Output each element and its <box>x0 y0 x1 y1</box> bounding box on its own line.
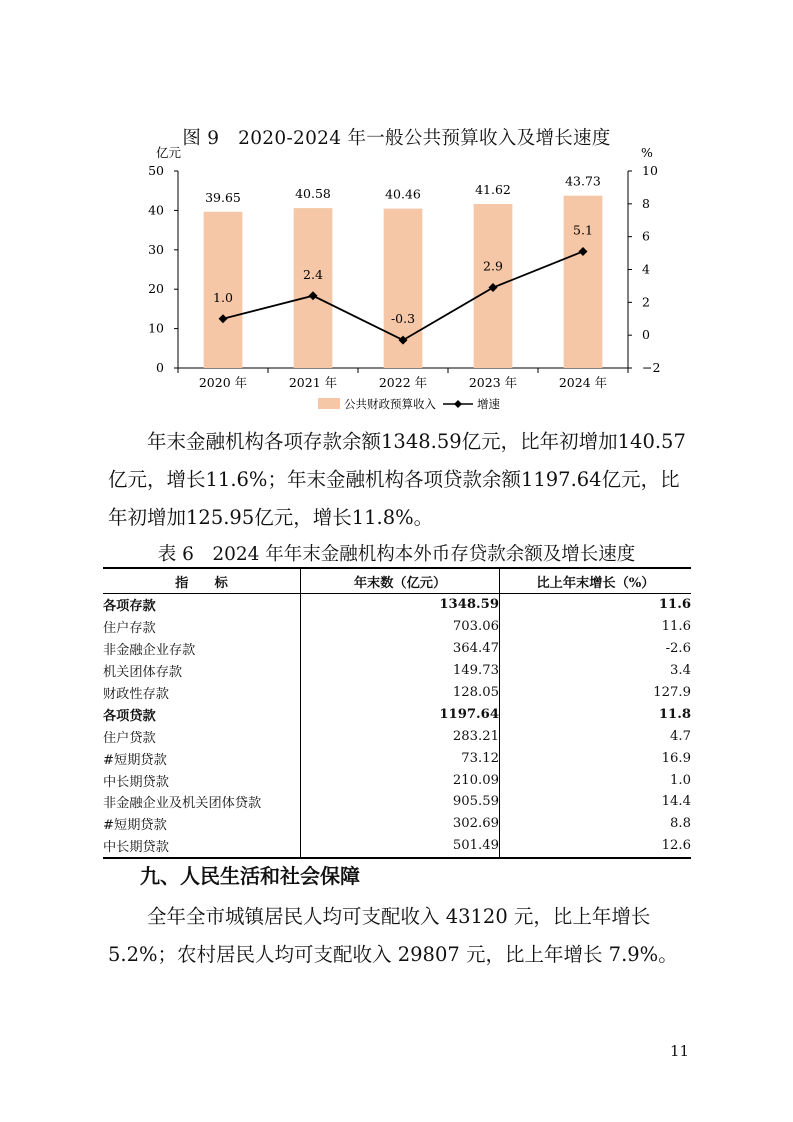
row-growth: 4.7 <box>500 725 692 747</box>
paragraph-income <box>108 898 690 974</box>
table-row <box>103 791 691 813</box>
table-title: 表 6 2024 年年末金融机构本外币存贷款余额及增长速度 <box>157 544 636 565</box>
paragraph-line: 亿元，增长11.6%；年末金融机构各项贷款余额1197.64亿元，比 <box>108 468 680 491</box>
row-value: 149.73 <box>301 660 500 682</box>
row-value: 128.05 <box>301 682 500 704</box>
row-growth: 3.4 <box>500 660 692 682</box>
growth-point-label: 2.4 <box>303 266 323 282</box>
table-row <box>103 638 691 660</box>
row-name: 住户贷款 <box>103 730 156 746</box>
right-axis-tick-label: 8 <box>642 195 650 211</box>
revenue-bar-label: 39.65 <box>205 189 241 205</box>
header-year-end: 年末数（亿元） <box>301 568 500 594</box>
x-axis-tick-label: 2021 年 <box>288 375 338 390</box>
deposit-loan-table <box>103 567 691 859</box>
paragraph-line: 年初增加125.95亿元，增长11.8%。 <box>108 506 434 529</box>
left-axis-tick-label: 30 <box>148 241 164 257</box>
x-axis-tick-label: 2023 年 <box>468 375 518 390</box>
growth-point-label: 5.1 <box>573 222 593 238</box>
left-axis-tick-label: 0 <box>156 360 164 375</box>
paragraph-line: 年末金融机构各项存款余额1348.59亿元，比年初增加140.57 <box>147 430 686 453</box>
paragraph-line: 5.2%；农村居民人均可支配收入 29807 元，比上年增长 7.9%。 <box>108 943 678 966</box>
row-growth: 1.0 <box>500 769 692 791</box>
x-axis-tick-label: 2022 年 <box>378 375 428 390</box>
row-name: 非金融企业存款 <box>103 643 196 659</box>
growth-point-label: -0.3 <box>390 311 416 327</box>
row-name: 各项存款 <box>103 599 156 615</box>
left-axis-tick-label: 20 <box>148 281 164 297</box>
legend-line-label: 增速 <box>477 397 500 411</box>
x-axis-tick-label: 2020 年 <box>198 375 248 390</box>
left-axis-unit: 亿元 <box>156 145 182 160</box>
x-axis-tick-label: 2024 年 <box>558 375 608 390</box>
revenue-chart <box>0 0 793 420</box>
right-axis-tick-label: 6 <box>642 228 650 244</box>
row-name: 中长期贷款 <box>103 774 169 790</box>
row-name: 机关团体存款 <box>103 665 183 681</box>
growth-point-label: 1.0 <box>213 289 233 305</box>
right-axis-tick-label: 2 <box>642 294 650 310</box>
right-axis-tick-label: 10 <box>642 163 658 178</box>
table-row <box>103 747 691 769</box>
row-value: 1197.64 <box>301 703 500 725</box>
row-growth: 11.6 <box>500 616 692 638</box>
row-name: 中长期贷款 <box>103 840 169 856</box>
legend-bar-swatch <box>318 398 340 409</box>
row-value: 302.69 <box>301 813 500 835</box>
row-growth: 8.8 <box>500 813 692 835</box>
header-indicator: 指 标 <box>103 568 301 594</box>
revenue-bar-label: 43.73 <box>565 173 601 189</box>
table-row <box>103 813 691 835</box>
row-growth: 11.6 <box>500 594 692 616</box>
revenue-bar-label: 40.46 <box>385 186 421 202</box>
row-value: 703.06 <box>301 616 500 638</box>
row-value: 364.47 <box>301 638 500 660</box>
row-value: 210.09 <box>301 769 500 791</box>
page-number: 11 <box>670 1042 690 1060</box>
revenue-bar <box>294 208 333 368</box>
table-row <box>103 594 691 616</box>
row-name: #短期贷款 <box>103 818 167 834</box>
legend-line-marker <box>454 400 462 408</box>
row-name: #短期贷款 <box>103 752 167 768</box>
right-axis-unit: % <box>641 145 653 160</box>
paragraph-deposits-loans <box>108 423 690 537</box>
row-name: 各项贷款 <box>103 708 156 724</box>
left-axis-tick-label: 10 <box>148 320 164 336</box>
table-row <box>103 682 691 704</box>
left-axis-tick-label: 40 <box>148 202 164 218</box>
right-axis-tick-label: 4 <box>642 261 650 277</box>
table-row <box>103 725 691 747</box>
section-heading: 九、人民生活和社会保障 <box>140 864 360 888</box>
right-axis-tick-label: −2 <box>642 360 661 375</box>
row-growth: 11.8 <box>500 703 692 725</box>
table-row <box>103 660 691 682</box>
growth-point-label: 2.9 <box>483 258 503 274</box>
row-value: 501.49 <box>301 835 500 858</box>
row-growth: 127.9 <box>500 682 692 704</box>
left-axis-tick-label: 50 <box>148 163 164 178</box>
revenue-bar-label: 40.58 <box>295 186 331 202</box>
table-header-row <box>103 568 691 594</box>
row-name: 住户存款 <box>103 621 156 637</box>
right-axis-tick-label: 0 <box>642 327 650 343</box>
paragraph-line: 全年全市城镇居民人均可支配收入 43120 元，比上年增长 <box>147 905 651 928</box>
row-value: 73.12 <box>301 747 500 769</box>
row-value: 283.21 <box>301 725 500 747</box>
row-growth: 16.9 <box>500 747 692 769</box>
legend-bar-label: 公共财政预算收入 <box>344 397 436 411</box>
revenue-bar-label: 41.62 <box>475 182 511 198</box>
row-value: 905.59 <box>301 791 500 813</box>
row-name: 非金融企业及机关团体贷款 <box>103 796 262 812</box>
row-value: 1348.59 <box>301 594 500 616</box>
row-growth: 14.4 <box>500 791 692 813</box>
row-growth: -2.6 <box>500 638 692 660</box>
table-row <box>103 703 691 725</box>
table-row <box>103 835 691 858</box>
row-growth: 12.6 <box>500 835 692 858</box>
table-row <box>103 769 691 791</box>
table-row <box>103 616 691 638</box>
figure-title: 图 9 2020-2024 年一般公共预算收入及增长速度 <box>182 128 611 149</box>
row-name: 财政性存款 <box>103 687 169 702</box>
header-growth: 比上年末增长（%） <box>500 568 692 594</box>
